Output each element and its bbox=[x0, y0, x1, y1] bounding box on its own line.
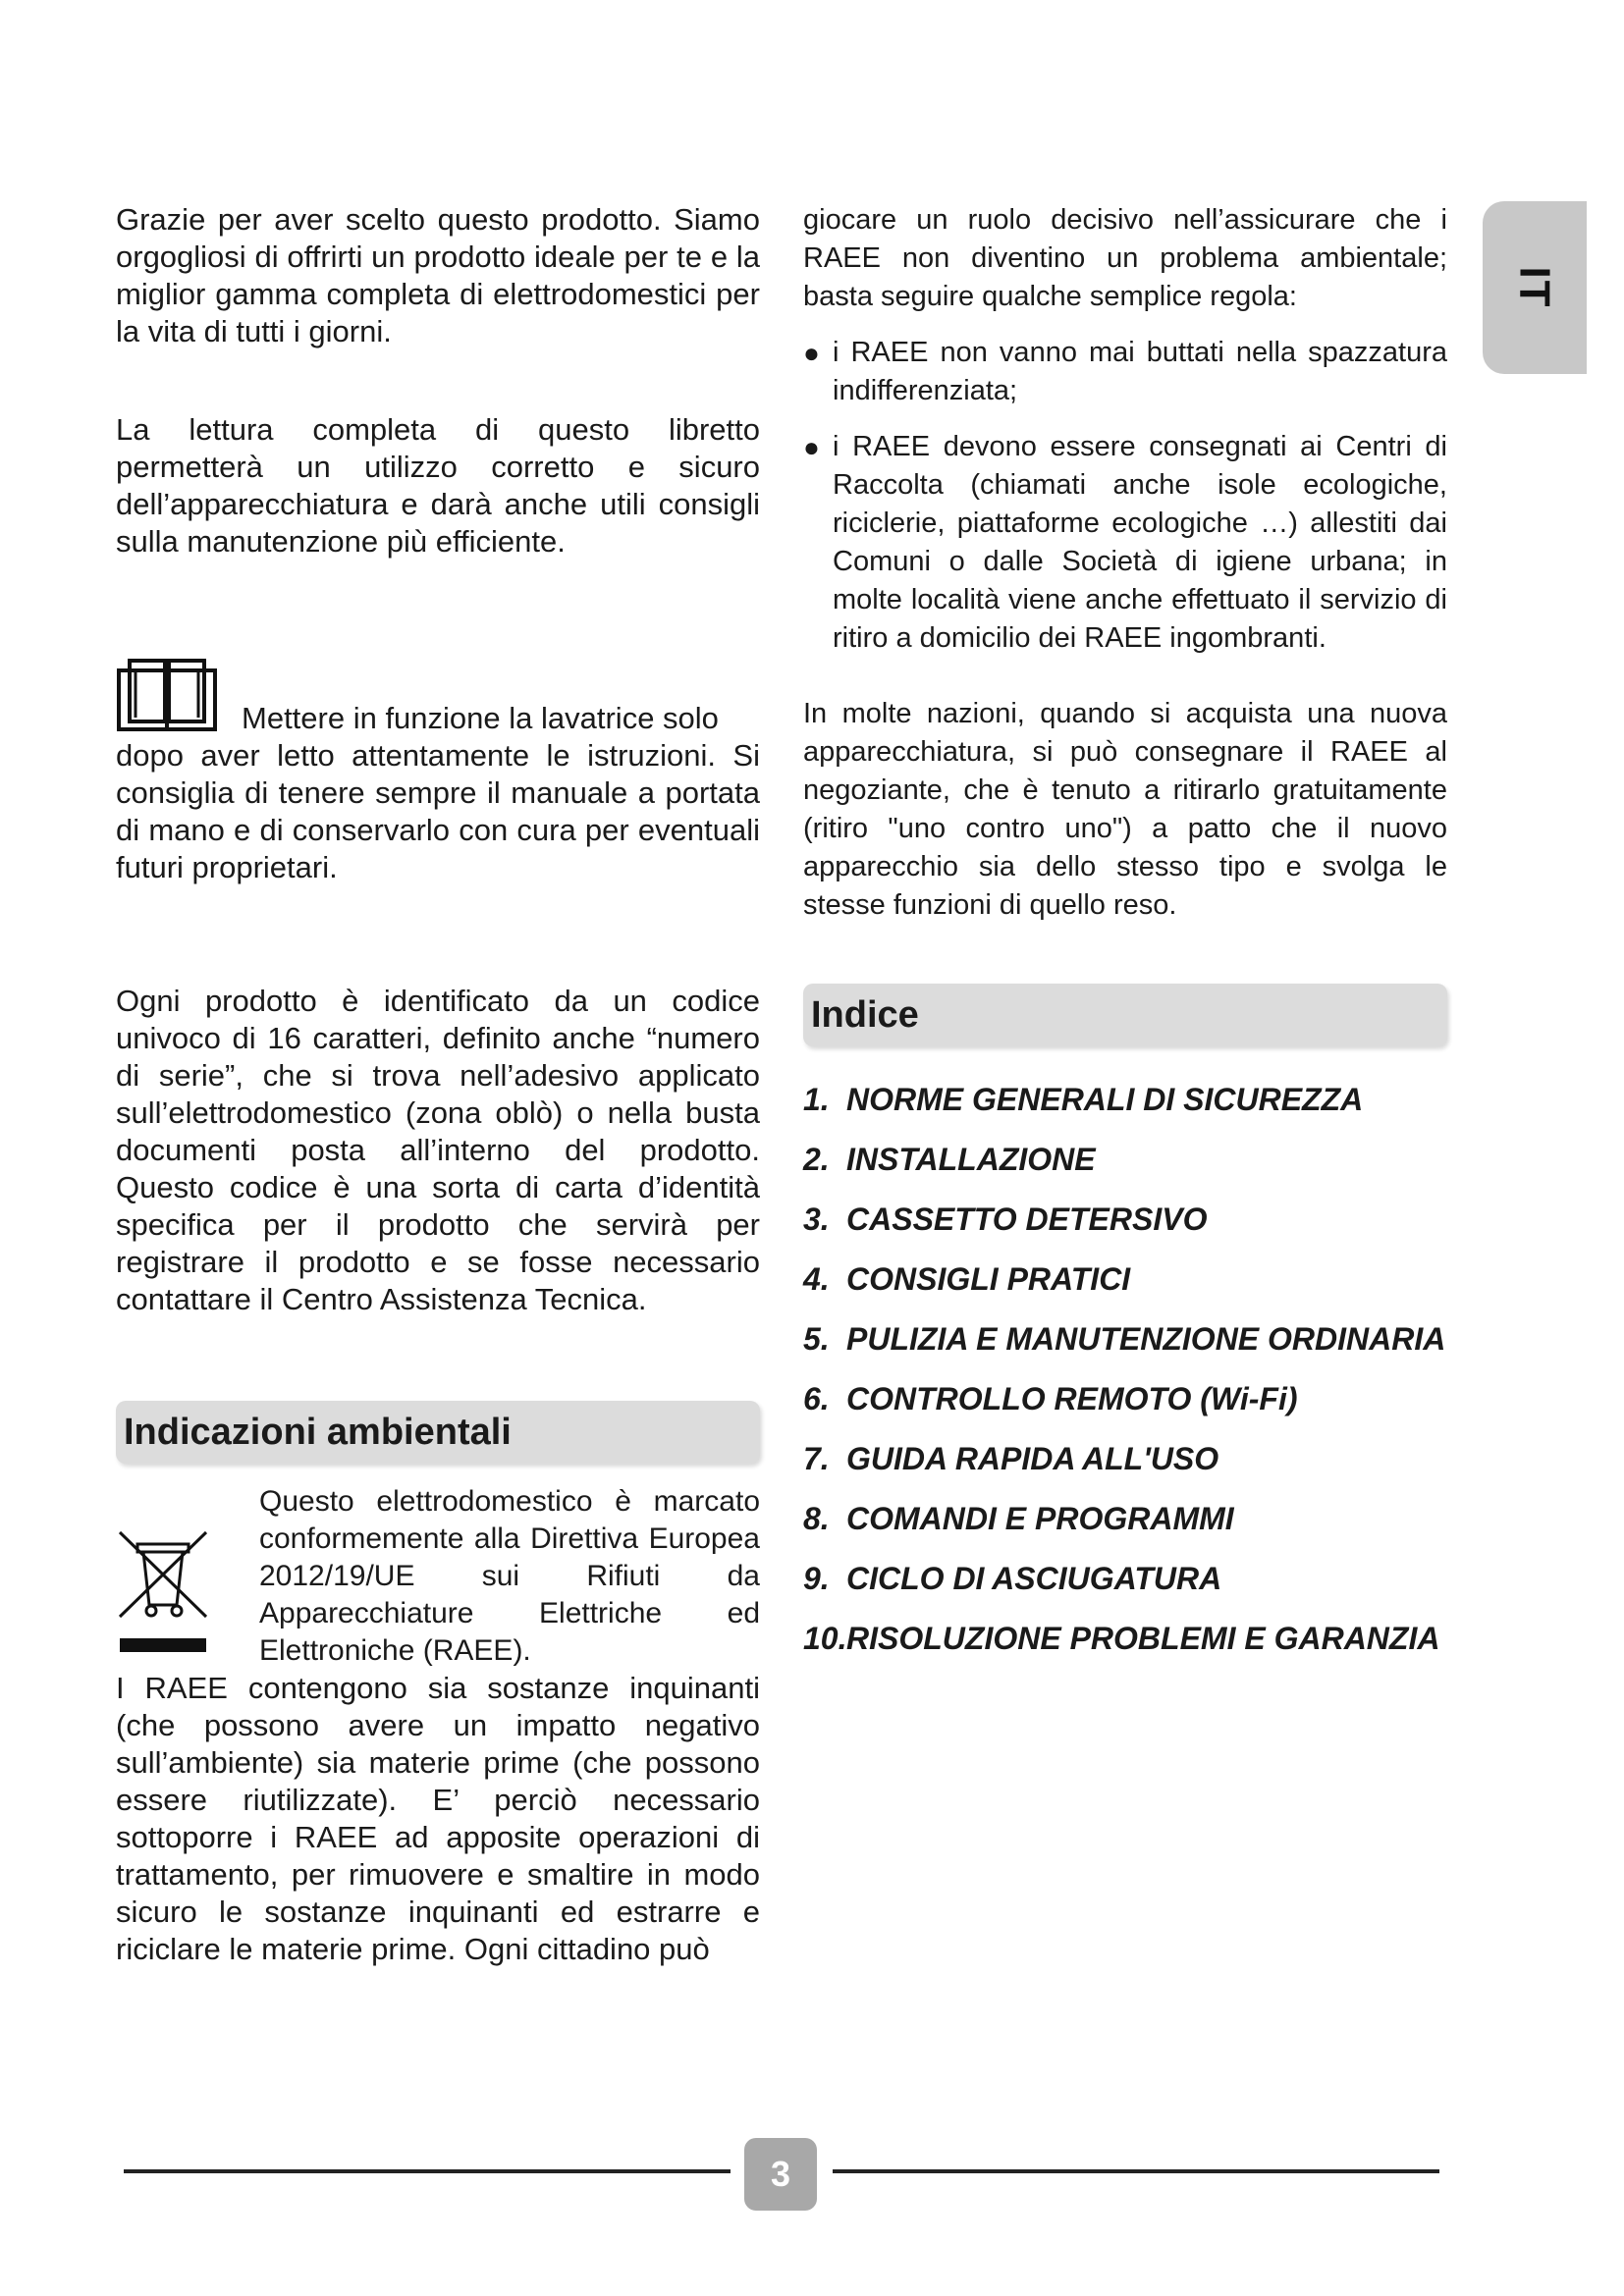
weee-notice bbox=[116, 1483, 760, 1670]
toc-item[interactable] bbox=[803, 1489, 1447, 1549]
book-icon bbox=[116, 657, 218, 735]
toc-title: CONSIGLI PRATICI bbox=[846, 1261, 1131, 1297]
serial-number-paragraph: Ogni prodotto è identificato da un codice univoco di 16 caratteri, definito anche “numero di serie”, che si trova nell’adesivo applicato sull’elettrodomestico (zona oblò) o nella busta documenti posta all’interno del prodotto. Questo codice è una sorta di carta d’identità specifica per il prodotto che servirà per registrare il prodotto e se fosse necessario contattare il Centro Assistenza Tecnica. bbox=[116, 984, 760, 1316]
page-number: 3 bbox=[770, 2154, 791, 2194]
left-column bbox=[116, 201, 760, 1968]
bullet-text: i RAEE devono essere consegnati ai Centri di Raccolta (chiamati anche isole ecologiche, riciclerie, piattaforme ecologiche …) allestiti dai Comuni o dalle Società di igiene urbana; in molte località viene anche effettuato il servizio di ritiro a domicilio dei RAEE ingombranti. bbox=[833, 431, 1447, 654]
toc-item[interactable] bbox=[803, 1190, 1447, 1250]
toc-item[interactable] bbox=[803, 1549, 1447, 1609]
index-heading-text: Indice bbox=[811, 993, 919, 1036]
weee-directive-text: Questo elettrodomestico è marcato conformemente alla Direttiva Europea 2012/19/UE sui Rifiuti da Apparecchiature Elettriche ed Elettroniche (RAEE). bbox=[259, 1485, 760, 1667]
toc-title: CICLO DI ASCIUGATURA bbox=[846, 1561, 1222, 1596]
toc-title: CONTROLLO REMOTO (Wi-Fi) bbox=[846, 1381, 1298, 1416]
toc-title: INSTALLAZIONE bbox=[846, 1142, 1096, 1177]
toc-item[interactable] bbox=[803, 1369, 1447, 1429]
toc-item[interactable] bbox=[803, 1250, 1447, 1309]
toc-number: 4. bbox=[803, 1261, 830, 1297]
index-heading bbox=[803, 984, 1447, 1046]
page-number-badge bbox=[744, 2138, 817, 2211]
toc-item[interactable] bbox=[803, 1609, 1447, 1669]
toc-number: 5. bbox=[803, 1321, 830, 1357]
toc-title: PULIZIA E MANUTENZIONE ORDINARIA bbox=[846, 1321, 1446, 1357]
toc-title: COMANDI E PROGRAMMI bbox=[846, 1501, 1234, 1536]
reading-paragraph: La lettura completa di questo libretto permetterà un utilizzo corretto e sicuro dell’apparecchiatura e darà anche utili consigli sulla manutenzione più efficiente. bbox=[116, 412, 760, 559]
one-for-one-paragraph: In molte nazioni, quando si acquista una nuova apparecchiatura, si può consegnare il RAEE al negoziante, che è tenuto a ritirarlo gratuitamente (ritiro "uno contro uno") a patto che il nuovo apparecchio sia dello stesso tipo e svolga le stesse funzioni di quello reso. bbox=[803, 698, 1447, 921]
toc-number: 8. bbox=[803, 1501, 830, 1536]
manual-notice-first-line: Mettere in funzione la lavatrice solo bbox=[242, 701, 719, 735]
crossed-bin-icon bbox=[116, 1483, 210, 1670]
bullet-dot-icon: ● bbox=[803, 338, 820, 368]
right-column bbox=[803, 201, 1447, 1669]
toc-number: 9. bbox=[803, 1561, 830, 1596]
toc-number: 3. bbox=[803, 1201, 830, 1237]
toc-title: RISOLUZIONE PROBLEMI E GARANZIA bbox=[846, 1621, 1440, 1656]
toc-number: 1. bbox=[803, 1082, 830, 1117]
environment-heading bbox=[116, 1401, 760, 1464]
manual-notice-text: dopo aver letto attentamente le istruzioni. Si consiglia di tenere sempre il manuale a portata di mano e di conservarlo con cura per eventuali futuri proprietari. bbox=[116, 738, 760, 884]
bullet-item bbox=[803, 428, 1447, 658]
intro-paragraph: Grazie per aver scelto questo prodotto. Siamo orgogliosi di offrirti un prodotto ideale per te e la miglior gamma completa di elettrodomestici per la vita di tutti i giorni. bbox=[116, 202, 760, 348]
toc-title: NORME GENERALI DI SICUREZZA bbox=[846, 1082, 1364, 1117]
raee-paragraph: I RAEE contengono sia sostanze inquinanti (che possono avere un impatto negativo sull’ambiente) sia materie prime (che possono essere riutilizzate). E’ perciò necessario sottoporre i RAEE ad apposite operazioni di trattamento, per rimuovere e smaltire in modo sicuro le sostanze inquinanti ed estrarre e riciclare le materie prime. Ogni cittadino può bbox=[116, 1671, 760, 1966]
table-of-contents bbox=[803, 1070, 1447, 1669]
manual-notice bbox=[116, 657, 760, 737]
footer-rule-right bbox=[833, 2169, 1439, 2173]
language-tab-label: IT bbox=[1510, 266, 1559, 309]
toc-number: 6. bbox=[803, 1381, 830, 1416]
language-tab bbox=[1483, 201, 1587, 374]
toc-title: CASSETTO DETERSIVO bbox=[846, 1201, 1208, 1237]
toc-number: 7. bbox=[803, 1441, 830, 1476]
environment-heading-text: Indicazioni ambientali bbox=[124, 1411, 512, 1453]
toc-title: GUIDA RAPIDA ALL'USO bbox=[846, 1441, 1219, 1476]
toc-item[interactable] bbox=[803, 1130, 1447, 1190]
bullet-text: i RAEE non vanno mai buttati nella spazzatura indifferenziata; bbox=[833, 337, 1447, 406]
toc-item[interactable] bbox=[803, 1309, 1447, 1369]
bullet-dot-icon: ● bbox=[803, 432, 820, 462]
toc-number: 2. bbox=[803, 1142, 830, 1177]
continuation-paragraph: giocare un ruolo decisivo nell’assicurare che i RAEE non diventino un problema ambientale; basta seguire qualche semplice regola: bbox=[803, 204, 1447, 312]
bullet-item bbox=[803, 334, 1447, 410]
toc-number: 10. bbox=[803, 1621, 847, 1656]
toc-item[interactable] bbox=[803, 1070, 1447, 1130]
toc-item[interactable] bbox=[803, 1429, 1447, 1489]
footer-rule-left bbox=[124, 2169, 731, 2173]
